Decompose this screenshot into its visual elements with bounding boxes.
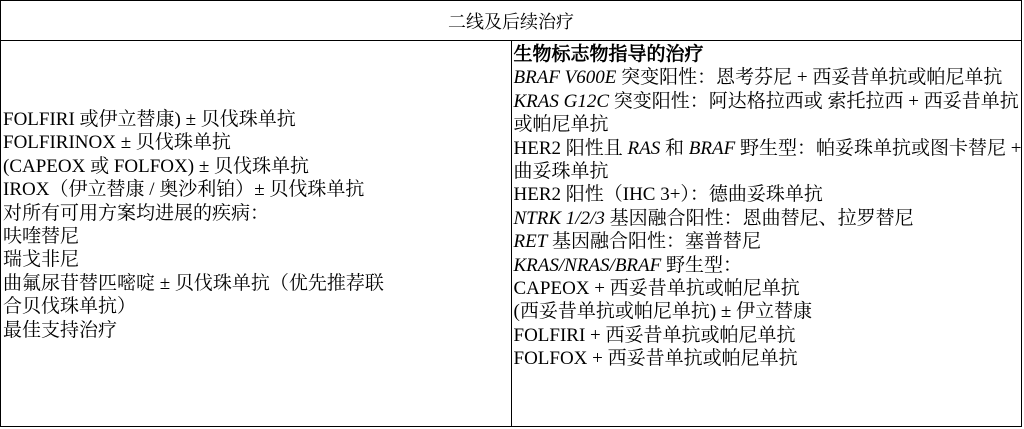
kras-g12c-continuation: 或帕尼单抗: [513, 114, 609, 136]
ntrk-text: 基因融合阳性：恩曲替尼、拉罗替尼: [604, 207, 914, 229]
ntrk-marker: NTRK 1/2/3: [513, 207, 605, 229]
kras-g12c-text: 突变阳性：阿达格拉西或 索托拉西 + 西妥昔单抗: [609, 90, 1019, 112]
wildtype-text: 野生型：: [661, 254, 743, 276]
left-line: 曲氟尿苷替匹嘧啶 ± 贝伐珠单抗（优先推荐联: [3, 272, 384, 294]
left-line: 呋喹替尼: [3, 226, 80, 248]
left-column-cell: [1, 41, 512, 427]
regimen-line: FOLFOX + 西妥昔单抗或帕尼单抗: [513, 348, 798, 370]
regimen-line: CAPEOX + 西妥昔单抗或帕尼单抗: [513, 278, 800, 300]
left-line: 对所有可用方案均进展的疾病：: [3, 202, 270, 224]
braf-text: 突变阳性：恩考芬尼 + 西妥昔单抗或帕尼单抗: [616, 67, 1003, 89]
kras-g12c-marker: KRAS G12C: [513, 90, 610, 112]
kras-g12c-entry: [514, 90, 1022, 113]
braf-marker: BRAF V600E: [513, 67, 617, 89]
left-line: 瑞戈非尼: [3, 249, 80, 271]
ret-text: 基因融合阳性：塞普替尼: [547, 231, 762, 253]
regimen-line: FOLFIRI + 西妥昔单抗或帕尼单抗: [513, 324, 796, 346]
left-line: 合贝伐珠单抗）: [3, 296, 137, 318]
wildtype-marker: KRAS/NRAS/BRAF: [513, 254, 662, 276]
left-line: FOLFIRI 或伊立替康) ± 贝伐珠单抗: [3, 109, 296, 130]
header-row: [1, 1, 1022, 41]
ret-entry: [514, 230, 1022, 253]
her2-mid: 和: [660, 137, 689, 159]
braf-entry: [514, 66, 1022, 89]
body-row: [1, 41, 1022, 427]
table-title: 二线及后续治疗: [1, 1, 1022, 41]
her2-ras-entry: [514, 137, 1022, 160]
her2-ihc-entry: HER2 阳性（IHC 3+）：德曲妥珠单抗: [513, 184, 823, 206]
left-line: 最佳支持治疗: [3, 319, 118, 341]
ret-marker: RET: [513, 231, 548, 253]
left-line: FOLFIRINOX ± 贝伐珠单抗: [3, 132, 231, 154]
left-line: (CAPEOX 或 FOLFOX) ± 贝伐珠单抗: [3, 155, 309, 177]
her2-ras-text: 野生型：帕妥珠单抗或图卡替尼 +: [735, 137, 1022, 159]
left-line: IROX（伊立替康 / 奥沙利铂）± 贝伐珠单抗: [3, 179, 365, 201]
right-column-content: [512, 41, 1022, 371]
right-column-cell: [511, 41, 1022, 427]
left-column-content: [1, 41, 511, 342]
her2-prefix: HER2 阳性且: [513, 137, 628, 159]
regimen-line: (西妥昔单抗或帕尼单抗) ± 伊立替康: [513, 301, 813, 323]
ras-marker: RAS: [627, 137, 661, 159]
wildtype-entry: [514, 254, 1022, 277]
braf-marker-2: BRAF: [688, 137, 736, 159]
her2-ras-continuation: 曲妥珠单抗: [513, 161, 609, 183]
ntrk-entry: [514, 207, 1022, 230]
biomarker-heading: 生物标志物指导的治疗: [513, 44, 704, 65]
